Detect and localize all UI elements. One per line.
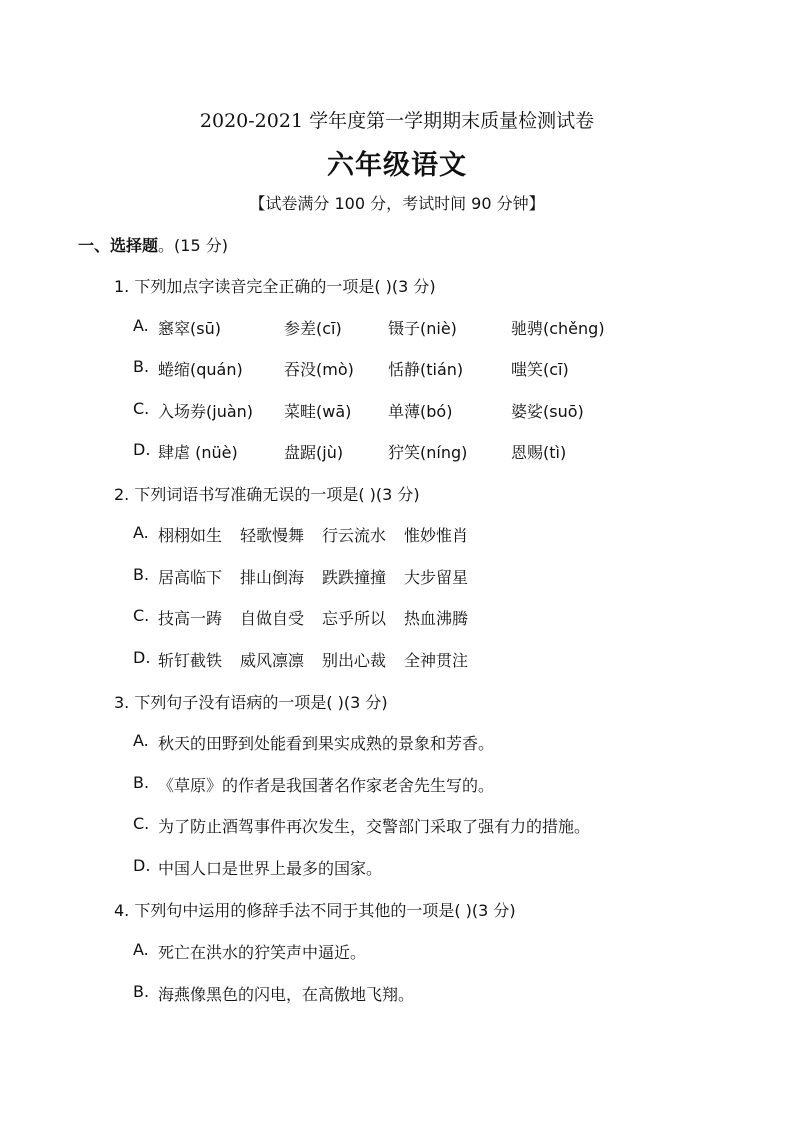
q2-option-words: [158, 523, 468, 546]
q1-option-item: 吞没(mò): [284, 360, 354, 379]
q4-option-letter: B.: [133, 982, 150, 1001]
q1-option-item: 盘踞(jù): [284, 443, 344, 462]
q2-word: 行云流水: [322, 526, 387, 545]
q2-option-words: [158, 648, 468, 671]
q1-option-item: 镊子(niè): [388, 319, 457, 338]
q2-word: 大步留星: [404, 568, 469, 587]
section-label: 一、选择题: [78, 236, 159, 255]
q1-option-item: 驰骋(chěng): [511, 319, 605, 338]
q4-option-text: 海燕像黑色的闪电，在高傲地飞翔。: [158, 985, 415, 1004]
q1-option-item: 蜷缩(quán): [158, 360, 243, 379]
q3-option-letter: D.: [133, 856, 151, 875]
q2-word: 全神贯注: [404, 651, 469, 670]
exam-note: 【试卷满分 100 分，考试时间 90 分钟】: [249, 194, 545, 213]
q2-word: 别出心裁: [322, 651, 387, 670]
q2-option-words: [158, 565, 468, 588]
q3-option-letter: C.: [133, 814, 150, 833]
q1-option-item: 狞笑(níng): [388, 443, 468, 462]
q2-word: 居高临下: [158, 568, 223, 587]
question-4-stem: 4. 下列句中运用的修辞手法不同于其他的一项是( )(3 分): [114, 901, 516, 920]
q1-option-item: 嗤笑(cī): [511, 360, 569, 379]
q1-option-letter: C.: [133, 399, 150, 418]
q2-word: 轻歌慢舞: [240, 526, 305, 545]
q2-option-letter: D.: [133, 648, 151, 667]
q2-option-letter: A.: [133, 523, 149, 542]
q2-word: 技高一踌: [158, 609, 223, 628]
q2-word: 斩钉截铁: [158, 651, 223, 670]
q1-option-item: 恩赐(tì): [511, 443, 567, 462]
q3-option-text: 中国人口是世界上最多的国家。: [158, 859, 383, 878]
q1-option-item: 入场券(juàn): [158, 402, 254, 421]
question-2-stem: 2. 下列词语书写准确无误的一项是( )(3 分): [114, 485, 420, 504]
q4-option-letter: A.: [133, 940, 149, 959]
q2-word: 威风凛凛: [240, 651, 305, 670]
q2-word: 自做自受: [240, 609, 305, 628]
question-3-stem: 3. 下列句子没有语病的一项是( )(3 分): [114, 693, 388, 712]
q3-option-letter: B.: [133, 773, 150, 792]
q4-option-text: 死亡在洪水的狞笑声中逼近。: [158, 943, 367, 962]
q1-option-item: 单薄(bó): [388, 402, 453, 421]
q3-option-text: 为了防止酒驾事件再次发生，交警部门采取了强有力的措施。: [158, 817, 591, 836]
q1-option-letter: A.: [133, 316, 149, 335]
q3-option-text: 《草原》的作者是我国著名作家老舍先生写的。: [158, 776, 495, 795]
section-heading: [78, 233, 228, 256]
section-score: 。(15 分): [158, 236, 228, 255]
q1-option-item: 肆虐 (nüè): [158, 443, 238, 462]
q2-word: 排山倒海: [240, 568, 305, 587]
q2-option-words: [158, 606, 468, 629]
exam-title: 2020-2021 学年度第一学期期末质量检测试卷: [199, 110, 595, 132]
q2-option-letter: C.: [133, 606, 150, 625]
q2-word: 忘乎所以: [322, 609, 387, 628]
q1-option-item: 窸窣(sū): [158, 319, 221, 338]
q2-word: 热血沸腾: [404, 609, 469, 628]
q1-option-item: 参差(cī): [284, 319, 342, 338]
q2-option-letter: B.: [133, 565, 150, 584]
question-1-stem: 1. 下列加点字读音完全正确的一项是( )(3 分): [114, 277, 436, 296]
q1-option-letter: D.: [133, 440, 151, 459]
q2-word: 栩栩如生: [158, 526, 223, 545]
q1-option-item: 婆娑(suō): [511, 402, 584, 421]
q3-option-text: 秋天的田野到处能看到果实成熟的景象和芳香。: [158, 734, 495, 753]
q1-option-letter: B.: [133, 357, 150, 376]
subject-title: 六年级语文: [327, 150, 467, 181]
q1-option-item: 恬静(tián): [388, 360, 464, 379]
q3-option-letter: A.: [133, 731, 149, 750]
q1-option-item: 菜畦(wā): [284, 402, 352, 421]
q2-word: 跌跌撞撞: [322, 568, 387, 587]
q2-word: 惟妙惟肖: [404, 526, 469, 545]
